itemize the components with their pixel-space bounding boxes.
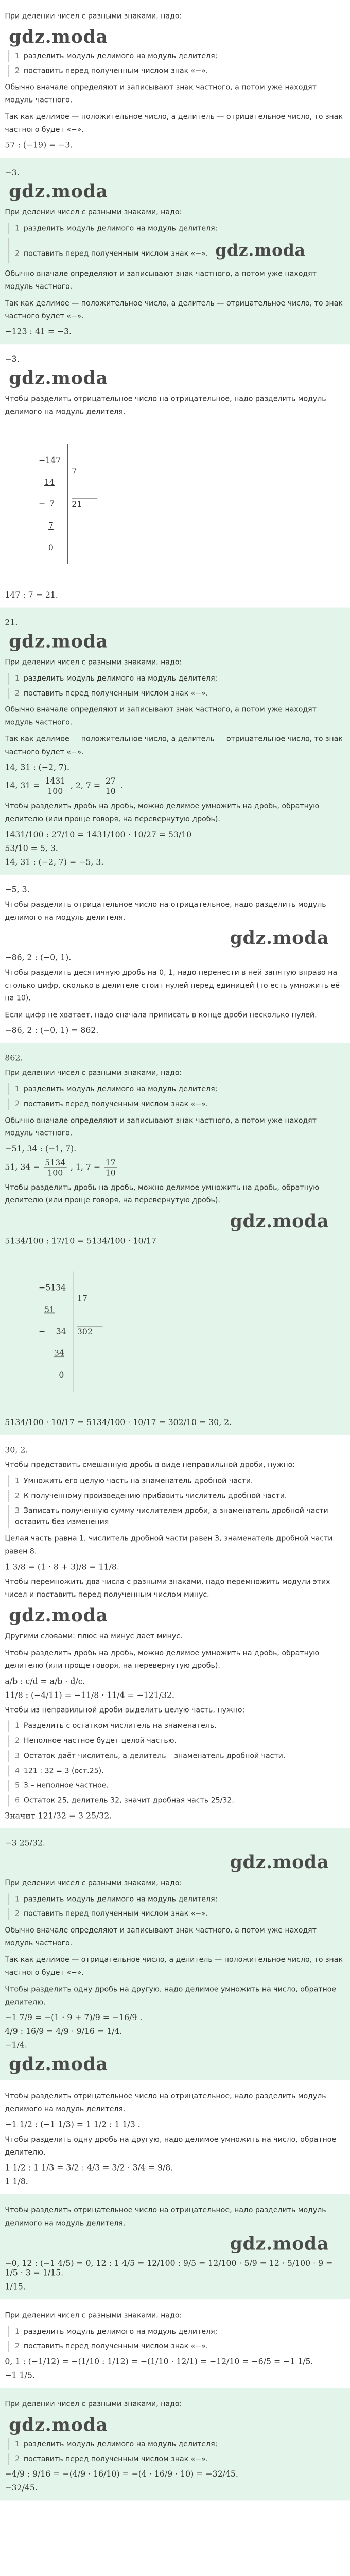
- math-line: 4/9 : 16/9 = 4/9 · 9/16 = 1/4.: [5, 2026, 122, 2036]
- watermark: gdz.moda: [9, 1605, 108, 1626]
- math-line: −51, 34 : (−1, 7).: [5, 1143, 77, 1154]
- section-text: Чтобы перемножить два числа с разными знаками, надо перемножить модули этих чисел и поставить перед полученным числом минус.: [5, 1578, 330, 1599]
- section-text: Чтобы разделить отрицательное число на отрицательное, надо разделить модуль делимого на модуль делителя.: [5, 395, 326, 416]
- watermark: gdz.moda: [230, 928, 329, 949]
- solution-section-4: [0, 608, 350, 875]
- solution-section-8: [0, 1828, 350, 2080]
- watermark: gdz.moda: [9, 26, 108, 47]
- solution-section-1: [0, 0, 350, 158]
- section-text: Так как делимое — отрицательное число, а делитель — положительное число, то знак частного будет «−».: [5, 1955, 343, 1977]
- section-text: Если цифр не хватает, надо сначала приписать в конце дроби несколько нулей.: [5, 1010, 317, 1020]
- answer-line: −3.: [5, 167, 20, 178]
- section-text: Чтобы разделить отрицательное число на отрицательное, надо разделить модуль делимого на модуль делителя.: [5, 2206, 326, 2228]
- math-line: 1431/100 : 27/10 = 1431/100 · 10/27 = 53/10: [5, 829, 192, 840]
- answer-line: 1 1/8.: [5, 2176, 28, 2187]
- section-text: При делении чисел с разными знаками, надо:: [5, 2311, 182, 2320]
- section-text: Чтобы из неправильной дроби выделить целую часть, нужно:: [5, 1705, 245, 1715]
- answer-line: −1/4.: [5, 2040, 27, 2050]
- list-item: 2 поставить перед полученным числом знак «−».: [8, 1098, 345, 1110]
- math-line: −1 7/9 = −(1 · 9 + 7)/9 = −16/9 .: [5, 2012, 143, 2023]
- list-item: 1 разделить модуль делимого на модуль делителя;: [8, 1083, 345, 1095]
- answer-line: −3.: [5, 354, 20, 364]
- solution-section-3: [0, 345, 350, 608]
- answer-line: 30, 2.: [5, 1445, 28, 1454]
- section-text: Чтобы разделить дробь на дробь, можно делимое умножить на дробь, обратную делителю (или проще говоря, на перевернутую дробь).: [5, 802, 320, 824]
- list-item: 1 разделить модуль делимого на модуль делителя;: [8, 223, 345, 234]
- list-item: 3 Остаток даёт числитель, а делитель – знаменатель дробной части.: [8, 1750, 345, 1762]
- long-division: −5134 51 − 34 34 0 17 302: [13, 1249, 345, 1413]
- section-text: Чтобы разделить дробь на дробь, можно делимое умножить на дробь, обратную делителю (или проще говоря, на перевернутую дробь).: [5, 1183, 320, 1205]
- section-text: Обычно вначале определяют и записывают знак частного, а потом уже находят модуль частного.: [5, 1926, 317, 1947]
- math-line: 14, 31 : (−2, 7).: [5, 762, 70, 772]
- solution-section-12: [0, 2388, 350, 2500]
- section-text: Чтобы представить смешанную дробь в виде неправильной дроби, нужно:: [5, 1460, 295, 1469]
- math-line: Значит 121/32 = 3 25/32.: [5, 1810, 112, 1821]
- list-item: 1 разделить модуль делимого на модуль делителя;: [8, 50, 345, 62]
- solution-section-11: [0, 2299, 350, 2388]
- list-item: 2 поставить перед полученным числом знак «−».: [8, 65, 345, 77]
- math-line: −123 : 41 = −3.: [5, 327, 72, 336]
- math-line: 1 3/8 = (1 · 8 + 3)/8 = 11/8.: [5, 1562, 119, 1572]
- long-division: −147 14 − 7 7 0 7 21: [13, 422, 345, 586]
- list-item: 2 поставить перед полученным числом знак «−».: [8, 2341, 345, 2353]
- solution-section-6: [0, 1043, 350, 1435]
- section-text: Обычно вначале определяют и записывают знак частного, а потом уже находят модуль частного.: [5, 705, 317, 727]
- solution-section-2: [0, 158, 350, 344]
- section-text: При делении чисел с разными знаками, надо:: [5, 658, 182, 667]
- section-text: Обычно вначале определяют и записывают знак частного, а потом уже находят модуль частного.: [5, 83, 317, 105]
- watermark: gdz.moda: [9, 2414, 108, 2435]
- list-item: 1 Разделить с остатком числитель на знаменатель.: [8, 1720, 345, 1732]
- math-line: −0, 12 : (−1 4/5) = 0, 12 : 1 4/5 = 12/100 : 9/5 = 12/100 · 5/9 = 12 · 5/100 · 9 = 1/5 · 3 = 1/15.: [5, 2258, 333, 2278]
- math-line: 1 1/2 : 1 1/3 = 3/2 : 4/3 = 3/2 · 3/4 = 9/8.: [5, 2162, 173, 2173]
- watermark: gdz.moda: [9, 2054, 108, 2075]
- answer-line: −32/45.: [5, 2483, 38, 2493]
- section-text: При делении чисел с разными знаками, надо:: [5, 2400, 182, 2409]
- section-text: При делении чисел с разными знаками, надо:: [5, 208, 182, 217]
- answer-line: 21.: [5, 617, 18, 628]
- math-line: 0, 1 : (−1/12) = −(1/10 : 1/12) = −(1/10 · 12/1) = −12/10 = −6/5 = −1 1/5.: [5, 2357, 313, 2366]
- section-text: Другими словами: плюс на минус дает минус.: [5, 1632, 183, 1640]
- section-text: Чтобы разделить отрицательное число на отрицательное, надо разделить модуль делимого на модуль делителя.: [5, 900, 326, 922]
- math-line: 14, 31 : (−2, 7) = −5, 3.: [5, 857, 104, 867]
- list-item: 2 поставить перед полученным числом знак «−».: [8, 1908, 345, 1920]
- section-text: При делении чисел с разными знаками, надо:: [5, 1878, 182, 1887]
- math-line: 14, 31 = $\frac{1431}{100}$ , 2, 7 = $\frac{27}{10}$ .: [5, 776, 124, 796]
- list-item: 1 разделить модуль делимого на модуль делителя;: [8, 2326, 345, 2338]
- list-item: 6 Остаток 25, делитель 32, значит дробная часть 25/32.: [8, 1795, 345, 1807]
- section-text: Чтобы разделить одну дробь на другую, надо делимое умножить на число, обратное делителю.: [5, 1985, 337, 2007]
- list-item: 3 Записать полученную сумму числителем дроби, а знаменатель дробной части оставить без изменения: [8, 1505, 345, 1528]
- solution-section-7: [0, 1435, 350, 1828]
- section-text: Так как делимое — положительное число, а делитель — отрицательное число, то знак частного будет «−».: [5, 735, 343, 756]
- math-line: a/b : c/d = a/b · d/c.: [5, 1676, 85, 1686]
- math-line: 51, 34 = $\frac{5134}{100}$ , 1, 7 = $\frac{17}{10}$: [5, 1158, 345, 1177]
- section-text: При делении чисел с разными знаками, надо:: [5, 11, 182, 21]
- section-text: При делении чисел с разными знаками, надо:: [5, 1069, 182, 1077]
- section-text: Так как делимое — положительное число, а делитель — отрицательное число, то знак частного будет «−».: [5, 112, 343, 134]
- list-item: 1 разделить модуль делимого на модуль делителя;: [8, 673, 345, 685]
- list-item: 4 121 : 32 = 3 (ост.25).: [8, 1765, 345, 1777]
- answer-line: 1/15.: [5, 2281, 26, 2292]
- answer-line: −5, 3.: [5, 885, 30, 894]
- list-item: 5 3 – неполное частное.: [8, 1780, 345, 1792]
- section-text: Чтобы разделить десятичную дробь на 0, 1, надо перенести в ней запятую вправо на столько цифр, сколько в делителе стоит нулей перед единицей (то есть умножить её на 10).: [5, 968, 340, 1003]
- watermark: gdz.moda: [230, 1852, 329, 1873]
- answer-line: −1 1/5.: [5, 2370, 35, 2380]
- answer-line: −3 25/32.: [5, 1838, 45, 1848]
- watermark: gdz.moda: [9, 368, 108, 389]
- solution-section-5: [0, 875, 350, 1043]
- list-item: 1 разделить модуль делимого на модуль делителя;: [8, 1893, 345, 1905]
- math-line: −86, 2 : (−0, 1).: [5, 953, 72, 962]
- list-item: 2 поставить перед полученным числом знак «−».: [8, 688, 345, 700]
- list-item: 1 разделить модуль делимого на модуль делителя;: [8, 2438, 345, 2450]
- math-line: −4/9 : 9/16 = −(4/9 · 16/10) = −(4 · 16/9 · 10) = −32/45.: [5, 2469, 238, 2479]
- math-line: 57 : (−19) = −3.: [5, 140, 73, 150]
- list-item: 2 поставить перед полученным числом знак «−».: [8, 2453, 345, 2465]
- section-text: Целая часть равна 1, числитель дробной части равен 3, знаменатель дробной части равен 8.: [5, 1534, 333, 1556]
- list-item: 2 Неполное частное будет целой частью.: [8, 1735, 345, 1747]
- math-line: 5134/100 : 17/10 = 5134/100 · 10/17: [5, 1235, 156, 1245]
- section-text: Обычно вначале определяют и записывают знак частного, а потом уже находят модуль частного.: [5, 269, 317, 291]
- section-text: Обычно вначале определяют и записывают знак частного, а потом уже находят модуль частного.: [5, 1116, 317, 1138]
- list-item: 2 поставить перед полученным числом знак «−». gdz.moda: [8, 238, 345, 263]
- math-line: 5134/100 · 10/17 = 5134/100 · 10/17 = 302/10 = 30, 2.: [5, 1417, 232, 1427]
- section-text: Чтобы разделить дробь на дробь, можно делимое умножить на дробь, обратную делителю (или проще говоря, на перевернутую дробь).: [5, 1649, 320, 1670]
- section-text: Чтобы разделить отрицательное число на отрицательное, надо разделить модуль делимого на модуль делителя.: [5, 2092, 326, 2113]
- math-line: 53/10 = 5, 3.: [5, 843, 58, 853]
- math-line: 147 : 7 = 21.: [5, 590, 58, 600]
- list-item: 1 Умножить его целую часть на знаменатель дробной части.: [8, 1475, 345, 1487]
- math-line: −1 1/2 : (−1 1/3) = 1 1/2 : 1 1/3 .: [5, 2119, 141, 2129]
- watermark: gdz.moda: [230, 1211, 329, 1232]
- section-text: Чтобы разделить одну дробь на другую, надо делимое умножить на число, обратное делителю.: [5, 2135, 337, 2157]
- watermark: gdz.moda: [230, 2233, 329, 2255]
- solution-section-10: [0, 2194, 350, 2299]
- solution-section-9: [0, 2080, 350, 2194]
- section-text: Так как делимое — положительное число, а делитель — отрицательное число, то знак частного будет «−».: [5, 299, 343, 320]
- watermark: gdz.moda: [9, 181, 108, 202]
- watermark: gdz.moda: [9, 631, 108, 652]
- watermark: gdz.moda: [215, 241, 306, 260]
- list-item: 2 К полученному произведению прибавить числитель дробной части.: [8, 1490, 345, 1502]
- math-line: −86, 2 : (−0, 1) = 862.: [5, 1025, 99, 1036]
- answer-line: 862.: [5, 1053, 23, 1063]
- math-line: 11/8 : (−4/11) = −11/8 · 11/4 = −121/32.: [5, 1690, 175, 1700]
